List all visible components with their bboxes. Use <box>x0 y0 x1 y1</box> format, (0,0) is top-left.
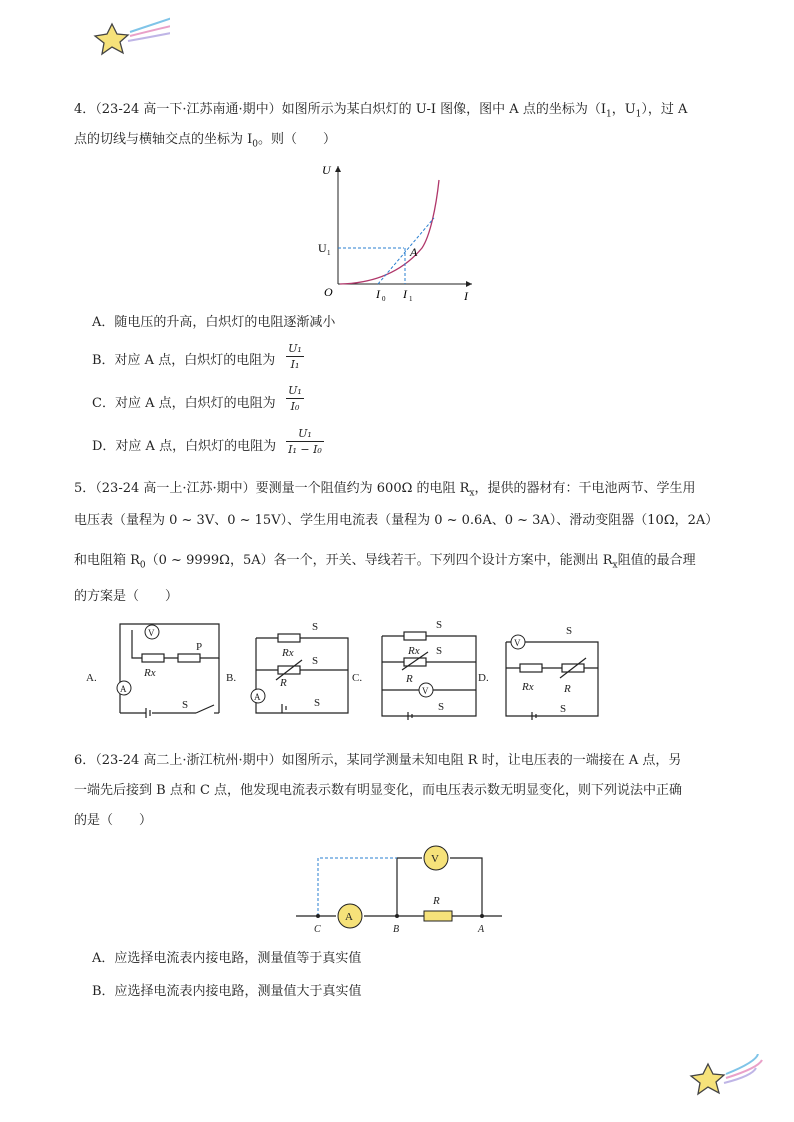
svg-text:S: S <box>312 621 319 633</box>
q6-stem-line1: 6．（23-24 高二上·浙江杭州·期中）如图所示，某同学测量未知电阻 R 时，让电压表的一端接在 A 点，另 <box>74 753 682 768</box>
star-decoration-top <box>90 14 170 60</box>
graph-u-label: U <box>322 163 331 177</box>
q6-stem-line3: 的是（ ） <box>74 813 153 828</box>
svg-text:Rx: Rx <box>408 645 420 657</box>
svg-text:V: V <box>148 628 155 638</box>
graph-u1: U <box>318 241 327 255</box>
q4-option-b: B．对应 A 点，白炽灯的电阻为 <box>92 353 276 368</box>
svg-text:0: 0 <box>382 295 386 303</box>
star-decoration-bottom <box>686 1054 766 1100</box>
svg-text:S: S <box>312 655 319 667</box>
svg-text:V: V <box>514 638 521 648</box>
q5-stem-line4: 的方案是（ ） <box>74 589 179 604</box>
svg-text:A: A <box>120 684 127 694</box>
svg-text:S: S <box>436 645 443 657</box>
svg-text:S: S <box>314 697 321 709</box>
q4-stem-line1: 4．（23-24 高一下·江苏南通·期中）如图所示为某白炽灯的 U-I 图像，图中 A 点的坐标为（$I_1$，$U_1$），过 A <box>74 102 688 120</box>
svg-text:B.: B. <box>226 672 237 684</box>
svg-text:P: P <box>196 641 203 653</box>
svg-text:R: R <box>433 895 440 907</box>
q4-option-d: D．对应 A 点，白炽灯的电阻为 <box>92 439 277 454</box>
q5-stem-line1: 5．（23-24 高一上·江苏·期中）要测量一个阻值约为 600Ω 的电阻 $R_x$，提供的器材有：干电池两节、学生用 <box>74 481 696 499</box>
q4-frac-b: U₁ I₁ <box>286 342 304 371</box>
svg-text:Rx: Rx <box>522 681 534 693</box>
svg-text:V: V <box>431 853 439 865</box>
star-icon <box>691 1064 724 1094</box>
svg-text:S: S <box>560 703 567 715</box>
svg-text:A.: A. <box>86 672 97 684</box>
graph-i1: I <box>403 287 407 301</box>
q5-circuits <box>86 618 606 726</box>
svg-text:1: 1 <box>409 295 413 303</box>
q4-option-c: C．对应 A 点，白炽灯的电阻为 <box>92 396 276 411</box>
svg-text:D.: D. <box>478 672 489 684</box>
q6-option-b: B．应选择电流表内接电路，测量值大于真实值 <box>92 984 362 999</box>
svg-text:Rx: Rx <box>144 667 156 679</box>
svg-text:R: R <box>564 683 571 695</box>
graph-point-a: A <box>410 245 418 259</box>
q6-stem-line2: 一端先后接到 B 点和 C 点，他发现电流表示数有明显变化，而电压表示数无明显变化，则下列说法中正确 <box>74 783 683 798</box>
svg-text:S: S <box>566 625 573 637</box>
graph-origin: O <box>324 285 333 299</box>
star-icon <box>95 24 128 54</box>
q6-circuit <box>290 842 510 938</box>
q4-frac-d: U₁ I₁ − I₀ <box>286 427 324 456</box>
q4-stem-line2: 点的切线与横轴交点的坐标为 $I_0$。则（ ） <box>74 132 337 150</box>
svg-text:1: 1 <box>327 249 331 257</box>
svg-text:A: A <box>345 911 353 923</box>
svg-text:A: A <box>254 692 261 702</box>
svg-text:V: V <box>422 686 429 696</box>
q4-frac-c: U₁ I₀ <box>286 384 304 413</box>
svg-text:C.: C. <box>352 672 363 684</box>
q5-stem-line2: 电压表（量程为 0 ~ 3V、0 ~ 15V）、学生用电流表（量程为 0 ~ 0.6A、0 ~ 3A）、滑动变阻器（10Ω，2A） <box>74 513 719 528</box>
resistor-icon <box>424 911 452 921</box>
svg-text:S: S <box>438 701 445 713</box>
svg-text:Rx: Rx <box>282 647 294 659</box>
svg-text:R: R <box>280 677 287 689</box>
ui-graph <box>312 158 482 306</box>
svg-text:C: C <box>314 924 321 935</box>
q4-option-a: A．随电压的升高，白炽灯的电阻逐渐减小 <box>92 315 336 330</box>
svg-text:B: B <box>393 924 400 935</box>
svg-text:R: R <box>406 673 413 685</box>
svg-text:S: S <box>436 619 443 631</box>
graph-i-label: I <box>464 289 468 303</box>
svg-text:S: S <box>182 699 189 711</box>
q5-stem-line3: 和电阻箱 $R_0(0$ ~ 9999Ω，5A）各一个，开关、导线若干。下列四个设计方案中，能测出 $R_x$阻值的最合理 <box>74 553 696 571</box>
graph-i0: I <box>376 287 380 301</box>
svg-text:A: A <box>478 924 485 935</box>
q6-option-a: A．应选择电流表内接电路，测量值等于真实值 <box>92 951 362 966</box>
